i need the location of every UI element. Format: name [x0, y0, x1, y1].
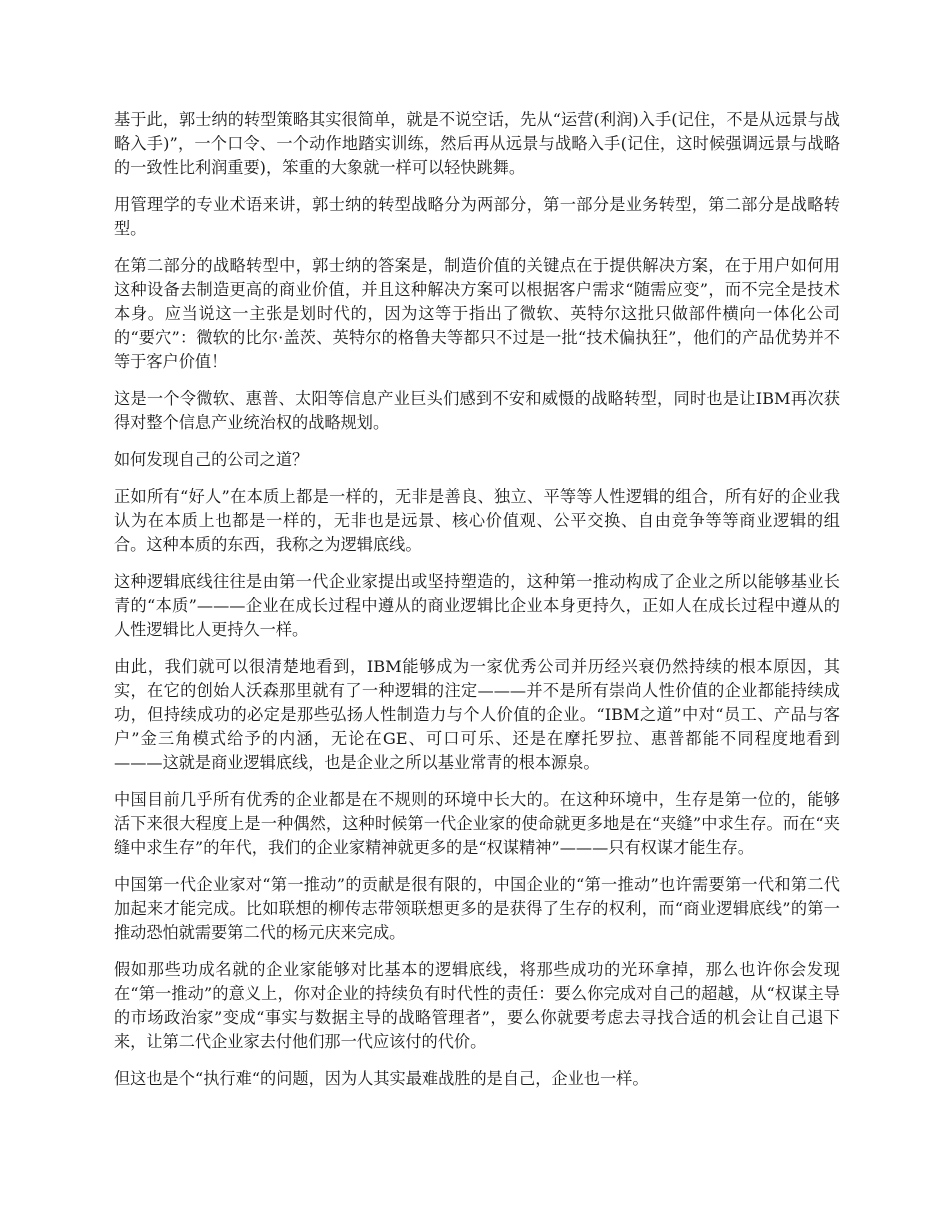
paragraph-2: 用管理学的专业术语来讲，郭士纳的转型战略分为两部分，第一部分是业务转型，第二部分是战略转型。 — [114, 195, 840, 238]
paragraph-11: 假如那些功成名就的企业家能够对比基本的逻辑底线，将那些成功的光环拿掉，那么也许你会发现在“第一推动”的意义上，你对企业的持续负有时代性的责任：要么你完成对自己的超越，从“权谋主导的市场政治家”变成“事实与数据主导的战略管理者”，要么你就要考虑去寻找合适的机会让自己退下来，让第二代企业家去付他们那一代应该付的代价。 — [114, 960, 840, 1051]
paragraph-8: 由此，我们就可以很清楚地看到，IBM能够成为一家优秀公司并历经兴衰仍然持续的根本原因，其实，在它的创始人沃森那里就有了一种逻辑的注定———并不是所有崇尚人性价值的企业都能持续成功，但持续成功的必定是那些弘扬人性制造力与个人价值的企业。“IBM之道”中对“员工、产品与客户”金三角模式给予的内涵，无论在GE、可口可乐、还是在摩托罗拉、惠普都能不同程度地看到———这就是商业逻辑底线，也是企业之所以基业常青的根本源泉。 — [114, 657, 840, 772]
document-body — [114, 108, 840, 1104]
paragraph-3: 在第二部分的战略转型中，郭士纳的答案是，制造价值的关键点在于提供解决方案，在于用户如何用这种设备去制造更高的商业价值，并且这种解决方案可以根据客户需求“随需应变”，而不完全是技术本身。应当说这一主张是划时代的，因为这等于指出了微软、英特尔这批只做部件横向一体化公司的“要穴”：微软的比尔·盖茨、英特尔的格鲁夫等都只不过是一批“技术偏执狂”，他们的产品优势并不等于客户价值！ — [114, 256, 840, 371]
paragraph-5: 如何发现自己的公司之道？ — [114, 450, 309, 469]
paragraph-12: 但这也是个“执行难“的问题，因为人其实最难战胜的是自己，企业也一样。 — [114, 1069, 649, 1088]
paragraph-9: 中国目前几乎所有优秀的企业都是在不规则的环境中长大的。在这种环境中，生存是第一位的，能够活下来很大程度上是一种偶然，这种时候第一代企业家的使命就更多地是在“夹缝”中求生存。而在“夹缝中求生存”的年代，我们的企业家精神就更多的是“权谋精神”———只有权谋才能生存。 — [114, 790, 840, 857]
paragraph-7: 这种逻辑底线往往是由第一代企业家提出或坚持塑造的，这种第一推动构成了企业之所以能够基业长青的“本质”———企业在成长过程中遵从的商业逻辑比企业本身更持久，正如人在成长过程中遵从的人性逻辑比人更持久一样。 — [114, 572, 840, 639]
paragraph-1: 基于此，郭士纳的转型策略其实很简单，就是不说空话，先从“运营(利润)入手(记住，不是从远景与战略入手)”，一个口令、一个动作地踏实训练，然后再从远景与战略入手(记住，这时候强调远景与战略的一致性比利润重要)，笨重的大象就一样可以轻快跳舞。 — [114, 110, 840, 177]
paragraph-4: 这是一个令微软、惠普、太阳等信息产业巨头们感到不安和威慑的战略转型，同时也是让IBM再次获得对整个信息产业统治权的战略规划。 — [114, 389, 840, 432]
paragraph-10: 中国第一代企业家对“第一推动”的贡献是很有限的，中国企业的“第一推动”也许需要第一代和第二代加起来才能完成。比如联想的柳传志带领联想更多的是获得了生存的权利，而“商业逻辑底线”的第一推动恐怕就需要第二代的杨元庆来完成。 — [114, 875, 840, 942]
paragraph-6: 正如所有“好人”在本质上都是一样的，无非是善良、独立、平等等人性逻辑的组合，所有好的企业我认为在本质上也都是一样的，无非也是远景、核心价值观、公平交换、自由竞争等等商业逻辑的组合。这种本质的东西，我称之为逻辑底线。 — [114, 487, 840, 554]
